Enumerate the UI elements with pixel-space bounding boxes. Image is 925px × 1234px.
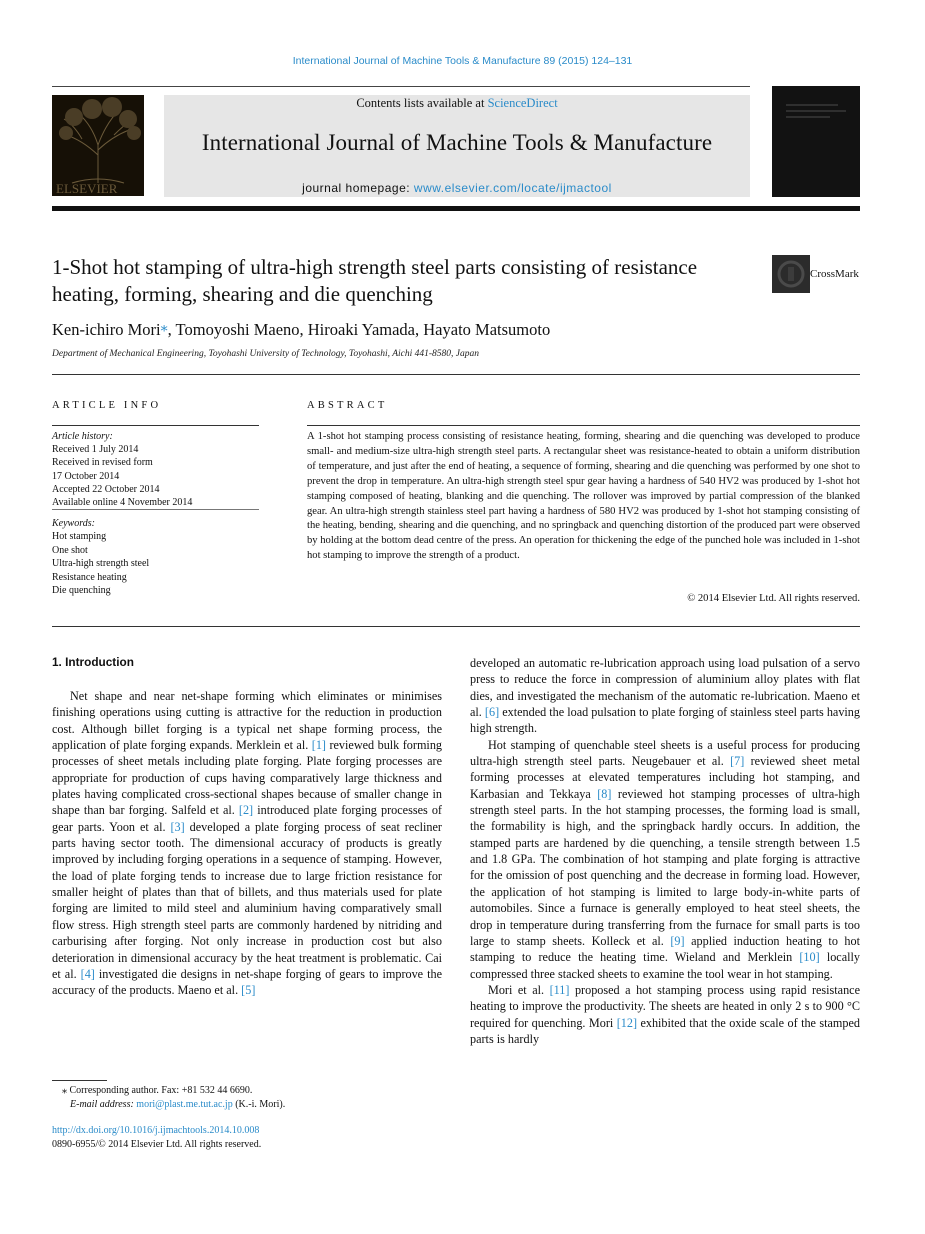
footnote-rule — [52, 1080, 107, 1081]
reference-link[interactable]: [12] — [616, 1015, 638, 1030]
journal-cover-thumbnail[interactable] — [772, 86, 860, 197]
history-label: Article history: — [52, 431, 113, 442]
homepage-prefix: journal homepage: — [302, 181, 414, 195]
contents-line — [164, 96, 750, 111]
homepage-link[interactable]: www.elsevier.com/locate/ijmactool — [413, 181, 612, 195]
contents-prefix: Contents lists available at — [356, 96, 488, 110]
affiliation: Department of Mechanical Engineering, Toyohashi University of Technology, Toyohashi, Aichi 441-8580, Japan — [52, 349, 480, 359]
text: locally compressed three stacked sheets to examine the tool wear in hot stamping. — [470, 950, 860, 981]
corresponding-author-star[interactable]: ⁎ — [160, 320, 168, 335]
history-item: Available online 4 November 2014 — [52, 497, 193, 509]
text: Net shape and near net-shape forming which eliminates or minimises finishing operations using cutting is attractive for the reduction in production cost. Although billet forging is a typical net shape forming process, the application of plate forging expands. Merklein et al. — [52, 689, 442, 753]
divider — [52, 509, 259, 510]
sciencedirect-link[interactable]: ScienceDirect — [487, 96, 558, 110]
masthead-top-line — [52, 86, 750, 87]
history-item: Received 1 July 2014 — [52, 444, 139, 456]
elsevier-tree-icon — [52, 95, 144, 196]
author-corresponding[interactable]: Ken-ichiro Mori — [52, 320, 161, 339]
cover-title-line — [786, 104, 838, 106]
article-history — [52, 430, 259, 509]
keyword: Resistance heating — [52, 571, 127, 583]
keywords-label: Keywords: — [52, 518, 95, 529]
keyword: One shot — [52, 544, 88, 556]
reference-link[interactable]: [3] — [170, 819, 185, 834]
footnote-corresponding — [52, 1084, 442, 1098]
abstract-heading: ABSTRACT — [307, 400, 388, 411]
keyword: Ultra-high strength steel — [52, 558, 150, 570]
issn-line: 0890-6955/© 2014 Elsevier Ltd. All rights reserved. — [52, 1138, 262, 1150]
reference-link[interactable]: [7] — [730, 754, 745, 769]
svg-text:ELSEVIER: ELSEVIER — [56, 181, 118, 196]
text: developed an automatic re-lubrication approach using load pulsation of a servo press to reduce the force in compression of aluminium alloy plates with flat dies, and investigated the mechanism of the automatic re-lubrication. Maeno et al. — [470, 656, 860, 720]
journal-title: International Journal of Machine Tools & Manufacture — [201, 130, 713, 155]
text: reviewed bulk forming processes of sheet metals including plate forging. Plate forging processes are appropriate for production of cups having comparatively large thickness and plates having complicated cross-sectional shapes because of smaller change in shape than bar forging. Salfeld et al. — [52, 738, 443, 818]
journal-homepage — [164, 181, 750, 195]
divider — [52, 626, 860, 627]
reference-link[interactable]: [10] — [799, 950, 820, 965]
history-item: Received in revised form — [52, 457, 153, 469]
footnote — [52, 1084, 442, 1111]
reference-link[interactable]: [5] — [241, 983, 256, 998]
keywords — [52, 517, 259, 597]
reference-link[interactable]: [8] — [597, 786, 612, 801]
keyword: Die quenching — [52, 585, 111, 597]
doi-block — [52, 1124, 261, 1151]
history-item: 17 October 2014 — [52, 470, 120, 482]
text: exhibited that the oxide scale of the stamped parts is hardly — [470, 1015, 860, 1046]
journal-citation[interactable]: International Journal of Machine Tools & Manufacture 89 (2015) 124–131 — [292, 55, 633, 67]
divider — [52, 425, 259, 426]
authors-rest: , Tomoyoshi Maeno, Hiroaki Yamada, Hayato Matsumoto — [167, 320, 551, 339]
article-title: 1-Shot hot stamping of ultra-high strength steel parts consisting of resistance heating, forming, shearing and die quenching — [52, 255, 698, 306]
reference-link[interactable]: [11] — [549, 982, 570, 997]
crossmark-label: CrossMark — [810, 268, 859, 280]
text: investigated die designs in net-shape forging of gears to improve the accuracy of the products. Maeno et al. — [52, 966, 442, 998]
reference-link[interactable]: [1] — [311, 738, 326, 753]
section-heading: 1. Introduction — [52, 655, 134, 669]
paragraph — [470, 737, 860, 982]
footnote-email — [52, 1098, 442, 1112]
text: introduced plate forging processes of gear parts. Yoon et al. — [52, 803, 442, 834]
reference-link[interactable]: [2] — [238, 803, 254, 818]
footnote-star: ⁎ — [62, 1085, 67, 1096]
crossmark-button[interactable] — [772, 255, 862, 293]
body-column-right — [470, 655, 860, 1047]
paragraph — [470, 982, 860, 1047]
article-info-heading: ARTICLE INFO — [52, 400, 162, 411]
keyword: Hot stamping — [52, 531, 107, 543]
paragraph — [470, 655, 860, 737]
divider — [307, 425, 860, 426]
paragraph — [52, 688, 442, 999]
doi-link[interactable]: http://dx.doi.org/10.1016/j.ijmachtools.2014.10.008 — [52, 1125, 260, 1136]
text: (K.-i. Mori). — [232, 1098, 286, 1110]
email-label: E-mail address: — [70, 1098, 137, 1110]
cover-title-line — [786, 110, 846, 112]
text: reviewed hot stamping processes of ultra-high strength steel parts. In the hot stamping processes, the forming load is small, the formability is high, and the springback hardly occurs. In addition, the stamped parts are hardened by die quenching, a tensile strength between 1.5 and 1.8 GPa. The combination of hot stamping and plate forging is attractive for the omission of post quenching and the decrease in forming load. However, the application of hot stamping is limited to large body-in-white parts of automobiles. Since a furnace is generally employed to heat steel sheets, the drop in temperature during transferring from the furnace for small parts is too large to stamp sheets. Kolleck et al. — [470, 786, 860, 948]
author-list — [52, 319, 550, 340]
email-link[interactable]: mori@plast.me.tut.ac.jp — [136, 1098, 233, 1110]
reference-link[interactable]: [9] — [670, 933, 685, 948]
text: Corresponding author. Fax: +81 532 44 6690. — [67, 1085, 253, 1096]
body-column-left — [52, 688, 442, 999]
text: applied induction heating to hot stamping to reduce the heating time. Wieland and Merklein — [470, 933, 860, 965]
reference-link[interactable]: [4] — [80, 966, 95, 981]
text: Mori et al. — [488, 982, 550, 997]
text: developed a plate forging process of seat recliner parts having sector tooth. The dimensional accuracy of products is greatly improved by including forging operations in a sequence of stamping. However, the load of plate forging tends to increase due to large friction resistance for smaller height of plates than that of billets, and thus materials used for plate forging are limited to mild steel and aluminium having comparatively small flow stress. High strength steel parts are commonly hardened by nitriding and carburising after forging. Not only increase in production cost but also deterioration in dimensional accuracy by the heat treatment is problematic. Cai et al. — [52, 819, 442, 981]
masthead-rule — [52, 206, 860, 211]
abstract-copyright: © 2014 Elsevier Ltd. All rights reserved. — [687, 593, 860, 604]
text: Hot stamping of quenchable steel sheets is a useful process for producing ultra-high strength steel parts. Neugebauer et al. — [470, 737, 860, 769]
history-item: Accepted 22 October 2014 — [52, 483, 160, 495]
crossmark-icon — [772, 255, 810, 293]
text: proposed a hot stamping process using rapid resistance heating to improve the productivity. The sheets are heated in only 2 s to 900 °C required for quenching. Mori — [470, 982, 860, 1030]
divider — [52, 374, 860, 375]
cover-title-line — [786, 116, 830, 118]
text: extended the load pulsation to plate forging of stainless steel parts having high strength. — [470, 705, 860, 736]
abstract-text: A 1-shot hot stamping process consisting of resistance heating, forming, shearing and die quenching was developed to produce small- and medium-size ultra-high strength steel parts. A rectangular sheet was resistance-heated to obtain a uniform distribution of temperature, and just after the end of heating, a sequence of forming, shearing and die quenching was performed by one shot to prevent the drop in temperature. An ultra-high strength steel spur gear having a hardness of 540 HV2 was produced by 1-shot hot stamping composed of heating, blanking and die quenching. The rollover was improved by partial compression of the blanked gear. An ultra-high strength stainless steel part having a hardness of 580 HV2 was produced by 1-shot hot stamping consisting of the heating, bending, shearing and die quenching, and no springback and quenching distortion of the produced part were observed by holding at the bottom dead centre of the press. An operation for thickening the edge of the punched hole was included in 1-shot hot stamping to improve the strength of a product. — [307, 431, 860, 562]
text: reviewed sheet metal forming processes at elevated temperatures including hot stamping, and Karbasian and Tekkaya — [470, 754, 860, 801]
elsevier-logo[interactable] — [52, 95, 144, 196]
reference-link[interactable]: [6] — [484, 705, 500, 720]
